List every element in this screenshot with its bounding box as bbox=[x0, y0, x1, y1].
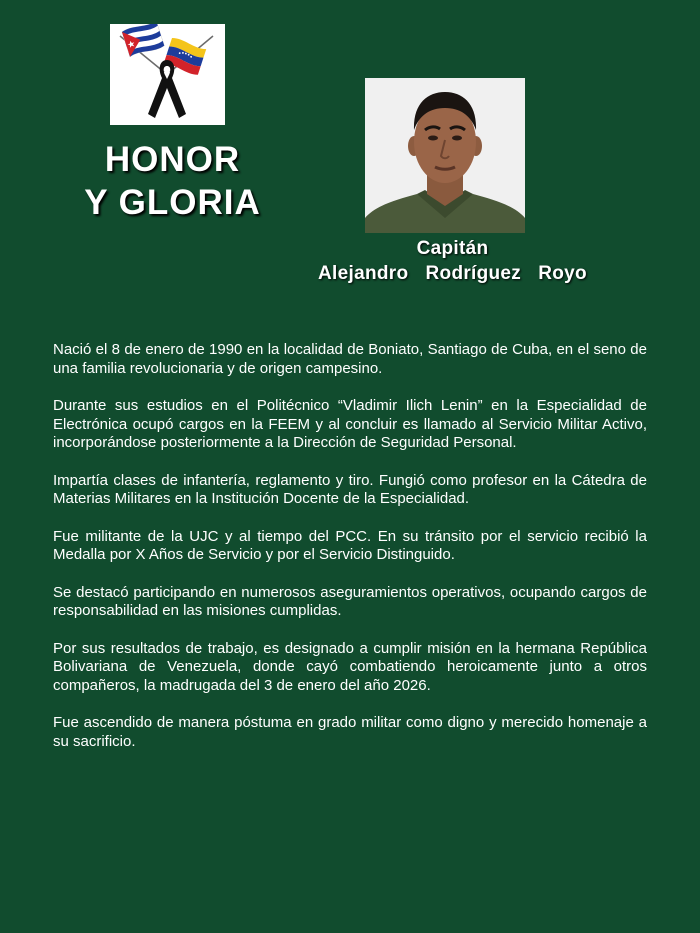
biography-paragraph: Durante sus estudios en el Politécnico “Vladimir Ilich Lenin” en la Especialidad de Electrónica ocupó cargos en la FEEM y al concluir es llamado al Servicio Militar Activo, incorporándose posteriormente a la Dirección de Seguridad Personal. bbox=[53, 397, 647, 451]
biography-paragraph: Nació el 8 de enero de 1990 en la localidad de Boniato, Santiago de Cuba, en el seno de una familia revolucionaria y de origen campesino. bbox=[53, 341, 647, 377]
subject-rank: Capitán bbox=[416, 238, 489, 259]
biography-paragraph: Por sus resultados de trabajo, es designado a cumplir misión en la hermana República Bolivariana de Venezuela, donde cayó combatiendo heroicamente junto a otros compañeros, la madrugada del 3 de enero del año 2026. bbox=[53, 639, 647, 694]
biography bbox=[53, 341, 647, 770]
honor-title-line2: Y GLORIA bbox=[84, 183, 261, 222]
biography-paragraph: Fue militante de la UJC y al tiempo del PCC. En su tránsito por el servicio recibió la Medalla por X Años de Servicio y por el Servicio Distinguido. bbox=[53, 527, 647, 563]
subject-name: Alejandro Rodríguez Royo bbox=[318, 263, 587, 284]
biography-paragraph: Impartía clases de infantería, reglamento y tiro. Fungió como profesor en la Cátedra de Materias Militares en la Institución Docente de la Especialidad. bbox=[53, 471, 647, 507]
biography-paragraph: Fue ascendido de manera póstuma en grado militar como digno y merecido homenaje a su sacrificio. bbox=[53, 714, 647, 750]
portrait-photo bbox=[365, 78, 525, 233]
biography-paragraph: Se destacó participando en numerosos aseguramientos operativos, ocupando cargos de responsabilidad en las misiones cumplidas. bbox=[53, 583, 647, 619]
honor-title-line1: HONOR bbox=[104, 140, 241, 179]
flags-ribbon-icon bbox=[110, 24, 225, 125]
